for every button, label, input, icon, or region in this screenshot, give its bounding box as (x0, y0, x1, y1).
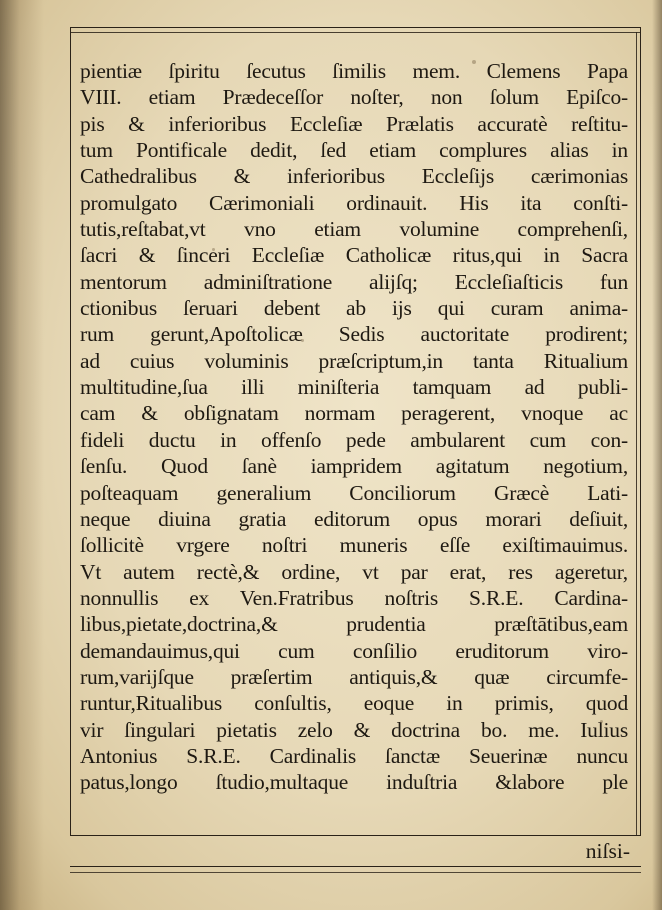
text-line: libus,pietate,doctrina,& prudentia præſtātibus,eam (80, 612, 628, 637)
text-line: patus,longo ſtudio,multaque induſtria &labore ple (80, 770, 628, 795)
text-line: Vt autem rectè,& ordine, vt par erat, res ageretur, (80, 559, 628, 584)
text-line: cam & obſignatam normam peragerent, vnoque ac (80, 401, 628, 426)
frame-rule-top (70, 27, 641, 28)
text-line: nonnullis ex Ven.Fratribus noſtris S.R.E. Cardina- (80, 585, 628, 610)
text-line: vir ſingulari pietatis zelo & doctrina bo. me. Iulius (80, 717, 628, 742)
gutter-shadow (0, 0, 44, 910)
text-line: mentorum adminiſtratione alijſq; Eccleſiaſticis fun (80, 269, 628, 294)
text-line: ctionibus ſeruari debent ab ijs qui curam anima- (80, 296, 628, 321)
text-line: ſacri & ſinceri Eccleſiæ Catholicæ ritus,qui in Sacra (80, 243, 628, 268)
frame-rule-bottom (70, 835, 641, 836)
frame-rule-right (640, 27, 641, 836)
footer-rule (70, 866, 641, 867)
text-line: Antonius S.R.E. Cardinalis ſanctæ Seuerinæ nuncu (80, 743, 628, 768)
text-line: tutis,reſtabat,vt vno etiam volumine comprehenſi, (80, 217, 628, 242)
text-line: tum Pontificale dedit, ſed etiam complures alias in (80, 138, 628, 163)
text-line: pis & inferioribus Eccleſiæ Prælatis accuratè reſtitu- (80, 111, 628, 136)
text-line: rum gerunt,Apoſtolicæ Sedis auctoritate prodirent; (80, 322, 628, 347)
body-text (80, 58, 628, 796)
paper-speck (301, 339, 304, 342)
frame-rule-left (70, 27, 71, 836)
catchword: niſsi- (585, 839, 630, 863)
footer-rule-lower (70, 872, 641, 873)
paper-speck (600, 720, 603, 723)
text-line: ad cuius voluminis præſcriptum,in tanta Ritualium (80, 348, 628, 373)
text-line: neque diuina gratia editorum opus morari deſiuit, (80, 506, 628, 531)
text-line: multitudine,ſua illi miniſteria tamquam ad publi- (80, 375, 628, 400)
frame-rule-top-inner (70, 32, 641, 33)
text-line: ſenſu. Quod ſanè iampridem agitatum negotium, (80, 454, 628, 479)
text-line: Cathedralibus & inferioribus Eccleſijs cærimonias (80, 164, 628, 189)
text-line: VIII. etiam Prædeceſſor noſter, non ſolum Epiſco- (80, 85, 628, 110)
text-line: pientiæ ſpiritu ſecutus ſimilis mem. Clemens Papa (80, 59, 628, 83)
text-line: promulgato Cærimoniali ordinauit. His ita conſti- (80, 190, 628, 215)
text-line: fideli ductu in offenſo pede ambularent cum con- (80, 427, 628, 452)
frame-rule-right-inner (636, 32, 637, 836)
text-line: rum,varijſque præſertim antiquis,& quæ circumfe- (80, 664, 628, 689)
paper-speck (212, 248, 215, 251)
page-edge-shadow (652, 0, 662, 910)
text-line: demandauimus,qui cum conſilio eruditorum viro- (80, 638, 628, 663)
text-line: ſollicitè vrgere noſtri muneris eſſe exiſtimauimus. (80, 533, 628, 558)
text-line: poſteaquam generalium Conciliorum Græcè Lati- (80, 480, 628, 505)
text-line: runtur,Ritualibus conſultis, eoque in primis, quod (80, 691, 628, 716)
paper-speck (472, 60, 476, 64)
